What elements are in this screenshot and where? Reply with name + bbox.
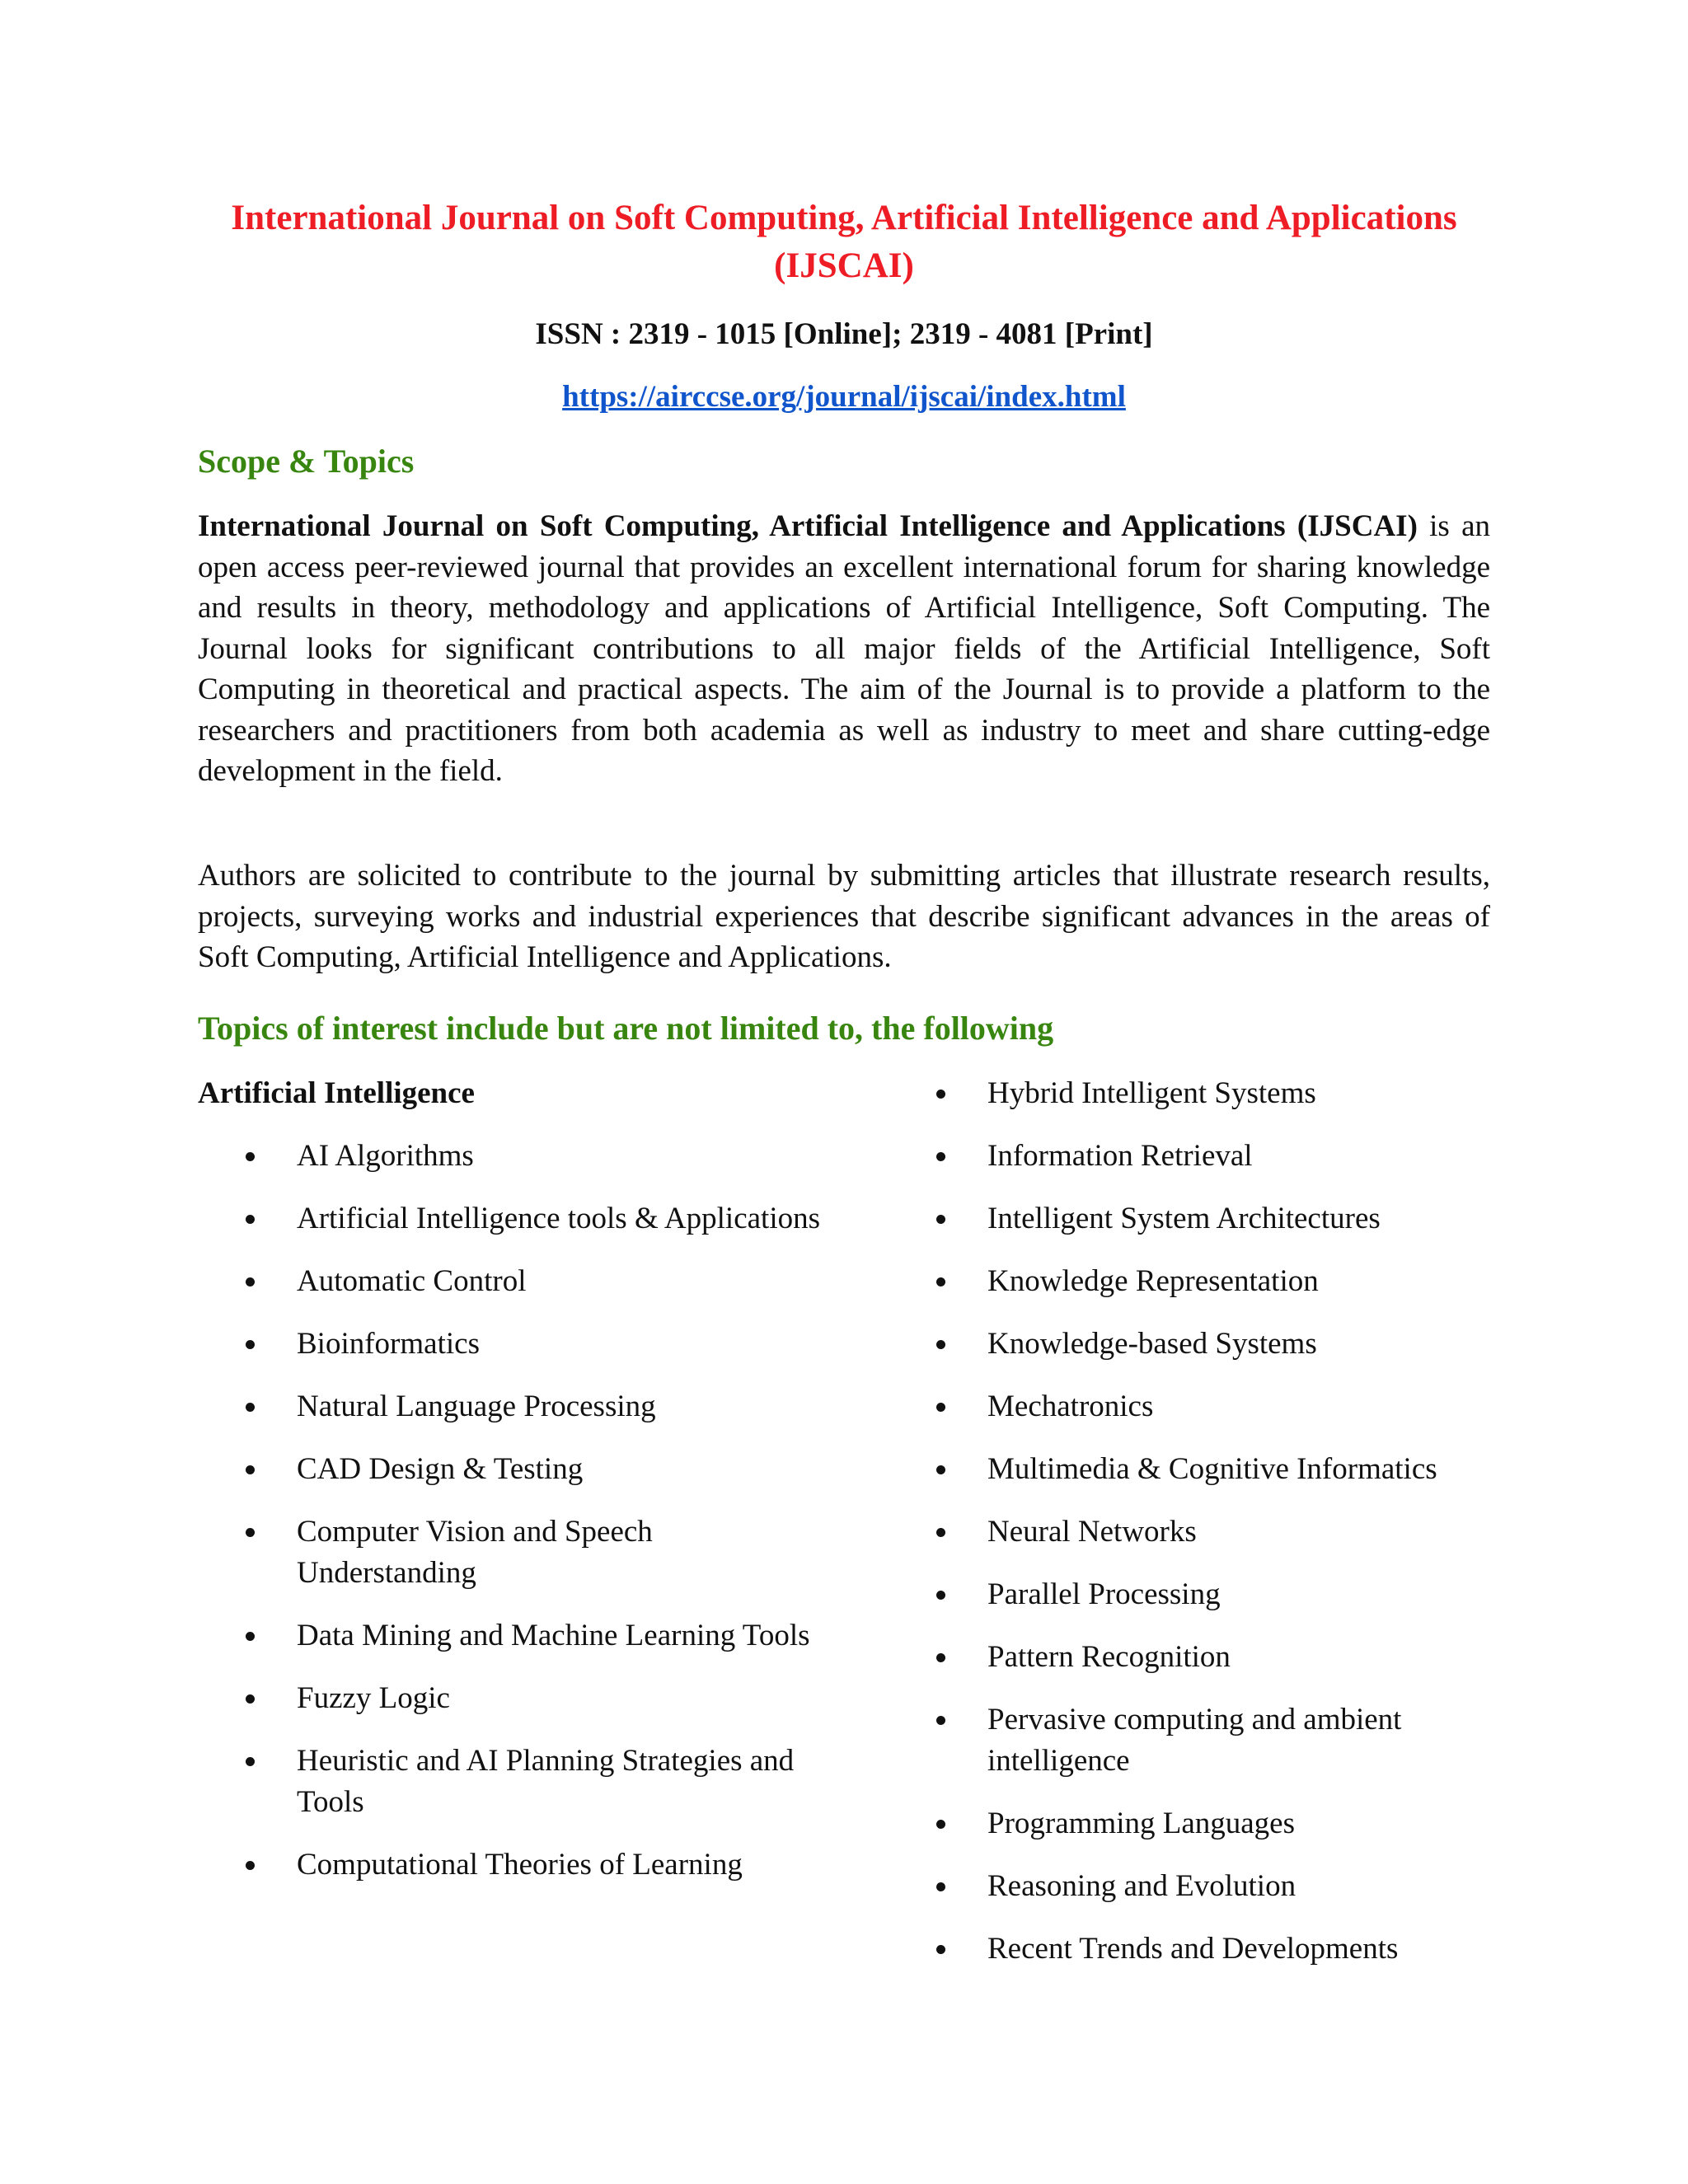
topic-label: Knowledge-based Systems — [987, 1327, 1317, 1361]
right-topic-list — [936, 1073, 1513, 1970]
bullet-icon — [936, 1215, 945, 1224]
topic-list-item — [987, 1073, 1513, 1114]
bullet-icon — [936, 1591, 945, 1600]
topic-label: Mechatronics — [987, 1390, 1154, 1423]
bullet-icon — [936, 1820, 945, 1829]
bullet-icon — [246, 1277, 255, 1286]
bullet-icon — [246, 1528, 255, 1537]
topic-label: Automatic Control — [297, 1264, 527, 1298]
topic-list-item — [987, 1198, 1513, 1240]
topic-list-item — [297, 1615, 824, 1657]
topic-label: AI Algorithms — [297, 1139, 474, 1173]
topic-list-item — [987, 1136, 1513, 1177]
topic-label: Programming Languages — [987, 1807, 1295, 1840]
topics-right-column — [936, 1073, 1513, 1991]
topic-list-item — [297, 1324, 824, 1365]
bullet-icon — [246, 1215, 255, 1224]
topic-label: Recent Trends and Developments — [987, 1932, 1399, 1966]
scope-paragraph-text: is an open access peer-reviewed journal that provides an excellent international forum for sharing knowledge and results in theory, methodology and applications of Artificial Intelligence, Soft Computing. The Journal looks for significant contributions to all major fields of the Artificial Intelligence, Soft Computing in theoretical and practical aspects. The aim of the Journal is to provide a platform to the researchers and practitioners from both academia as well as industry to meet and share cutting-edge development in the field. — [198, 509, 1491, 788]
journal-url-line — [198, 377, 1490, 417]
scope-heading: Scope & Topics — [198, 443, 415, 480]
topics-heading: Topics of interest include but are not limited to, the following — [198, 1010, 1054, 1047]
bullet-icon — [246, 1465, 255, 1474]
left-topic-list — [198, 1136, 824, 1886]
topic-list-item — [297, 1844, 824, 1886]
topic-label: Neural Networks — [987, 1515, 1197, 1549]
journal-name-bold: International Journal on Soft Computing, Artificial Intelligence and Applications (IJSCAI) — [198, 509, 1418, 543]
topic-list-item — [297, 1511, 824, 1594]
topic-list-item — [987, 1866, 1513, 1907]
bullet-icon — [936, 1277, 945, 1286]
topic-label: Parallel Processing — [987, 1577, 1221, 1611]
bullet-icon — [936, 1945, 945, 1954]
scope-paragraph — [198, 506, 1490, 792]
topics-left-column — [198, 1073, 824, 1907]
bullet-icon — [936, 1152, 945, 1161]
topic-label: Natural Language Processing — [297, 1390, 656, 1423]
topic-label: Fuzzy Logic — [297, 1681, 450, 1715]
topic-list-item — [987, 1574, 1513, 1615]
bullet-icon — [936, 1340, 945, 1349]
topic-list-item — [297, 1678, 824, 1719]
topic-list-item — [987, 1386, 1513, 1427]
topic-label: Hybrid Intelligent Systems — [987, 1076, 1316, 1110]
topic-list-item — [297, 1261, 824, 1302]
bullet-icon — [936, 1882, 945, 1891]
topic-label: Intelligent System Architectures — [987, 1202, 1381, 1235]
topic-list-item — [297, 1136, 824, 1177]
journal-title: International Journal on Soft Computing, Artificial Intelligence and Applications (IJSCAI) — [231, 199, 1457, 285]
topic-list-item — [987, 1324, 1513, 1365]
authors-paragraph: Authors are solicited to contribute to the journal by submitting articles that illustrate research results, projects, surveying works and industrial experiences that describe significant advances in the areas of Soft Computing, Artificial Intelligence and Applications. — [198, 859, 1490, 974]
topic-list-item — [297, 1386, 824, 1427]
bullet-icon — [936, 1716, 945, 1725]
topic-label: Data Mining and Machine Learning Tools — [297, 1619, 810, 1652]
topic-label: Pervasive computing and ambient intelligence — [987, 1703, 1402, 1778]
topic-list-item — [987, 1449, 1513, 1490]
topic-label: Reasoning and Evolution — [987, 1869, 1296, 1903]
topic-list-item — [987, 1637, 1513, 1678]
bullet-icon — [246, 1861, 255, 1870]
topic-label: Computational Theories of Learning — [297, 1848, 743, 1882]
bullet-icon — [936, 1528, 945, 1537]
journal-url-link[interactable]: https://airccse.org/journal/ijscai/index.html — [562, 380, 1126, 414]
ai-subheading: Artificial Intelligence — [198, 1076, 475, 1110]
topic-label: Heuristic and AI Planning Strategies and Tools — [297, 1744, 795, 1819]
topic-label: Knowledge Representation — [987, 1264, 1319, 1298]
bullet-icon — [246, 1403, 255, 1412]
bullet-icon — [936, 1653, 945, 1662]
topic-list-item — [297, 1741, 824, 1823]
bullet-icon — [246, 1632, 255, 1641]
topic-label: Pattern Recognition — [987, 1640, 1231, 1674]
topic-label: CAD Design & Testing — [297, 1452, 584, 1486]
bullet-icon — [936, 1465, 945, 1474]
topic-list-item — [297, 1449, 824, 1490]
bullet-icon — [246, 1757, 255, 1766]
topic-label: Information Retrieval — [987, 1139, 1253, 1173]
topic-label: Multimedia & Cognitive Informatics — [987, 1452, 1437, 1486]
bullet-icon — [246, 1340, 255, 1349]
topic-list-item — [987, 1803, 1513, 1844]
topic-list-item — [297, 1198, 824, 1240]
topic-list-item — [987, 1699, 1513, 1782]
topic-label: Computer Vision and Speech Understanding — [297, 1515, 653, 1590]
issn-line: ISSN : 2319 - 1015 [Online]; 2319 - 4081 [Print] — [535, 317, 1153, 351]
topic-list-item — [987, 1261, 1513, 1302]
bullet-icon — [936, 1090, 945, 1099]
topic-list-item — [987, 1511, 1513, 1553]
topic-label: Artificial Intelligence tools & Applications — [297, 1202, 821, 1235]
topic-list-item — [987, 1929, 1513, 1970]
bullet-icon — [246, 1152, 255, 1161]
topic-label: Bioinformatics — [297, 1327, 480, 1361]
bullet-icon — [936, 1403, 945, 1412]
bullet-icon — [246, 1694, 255, 1704]
